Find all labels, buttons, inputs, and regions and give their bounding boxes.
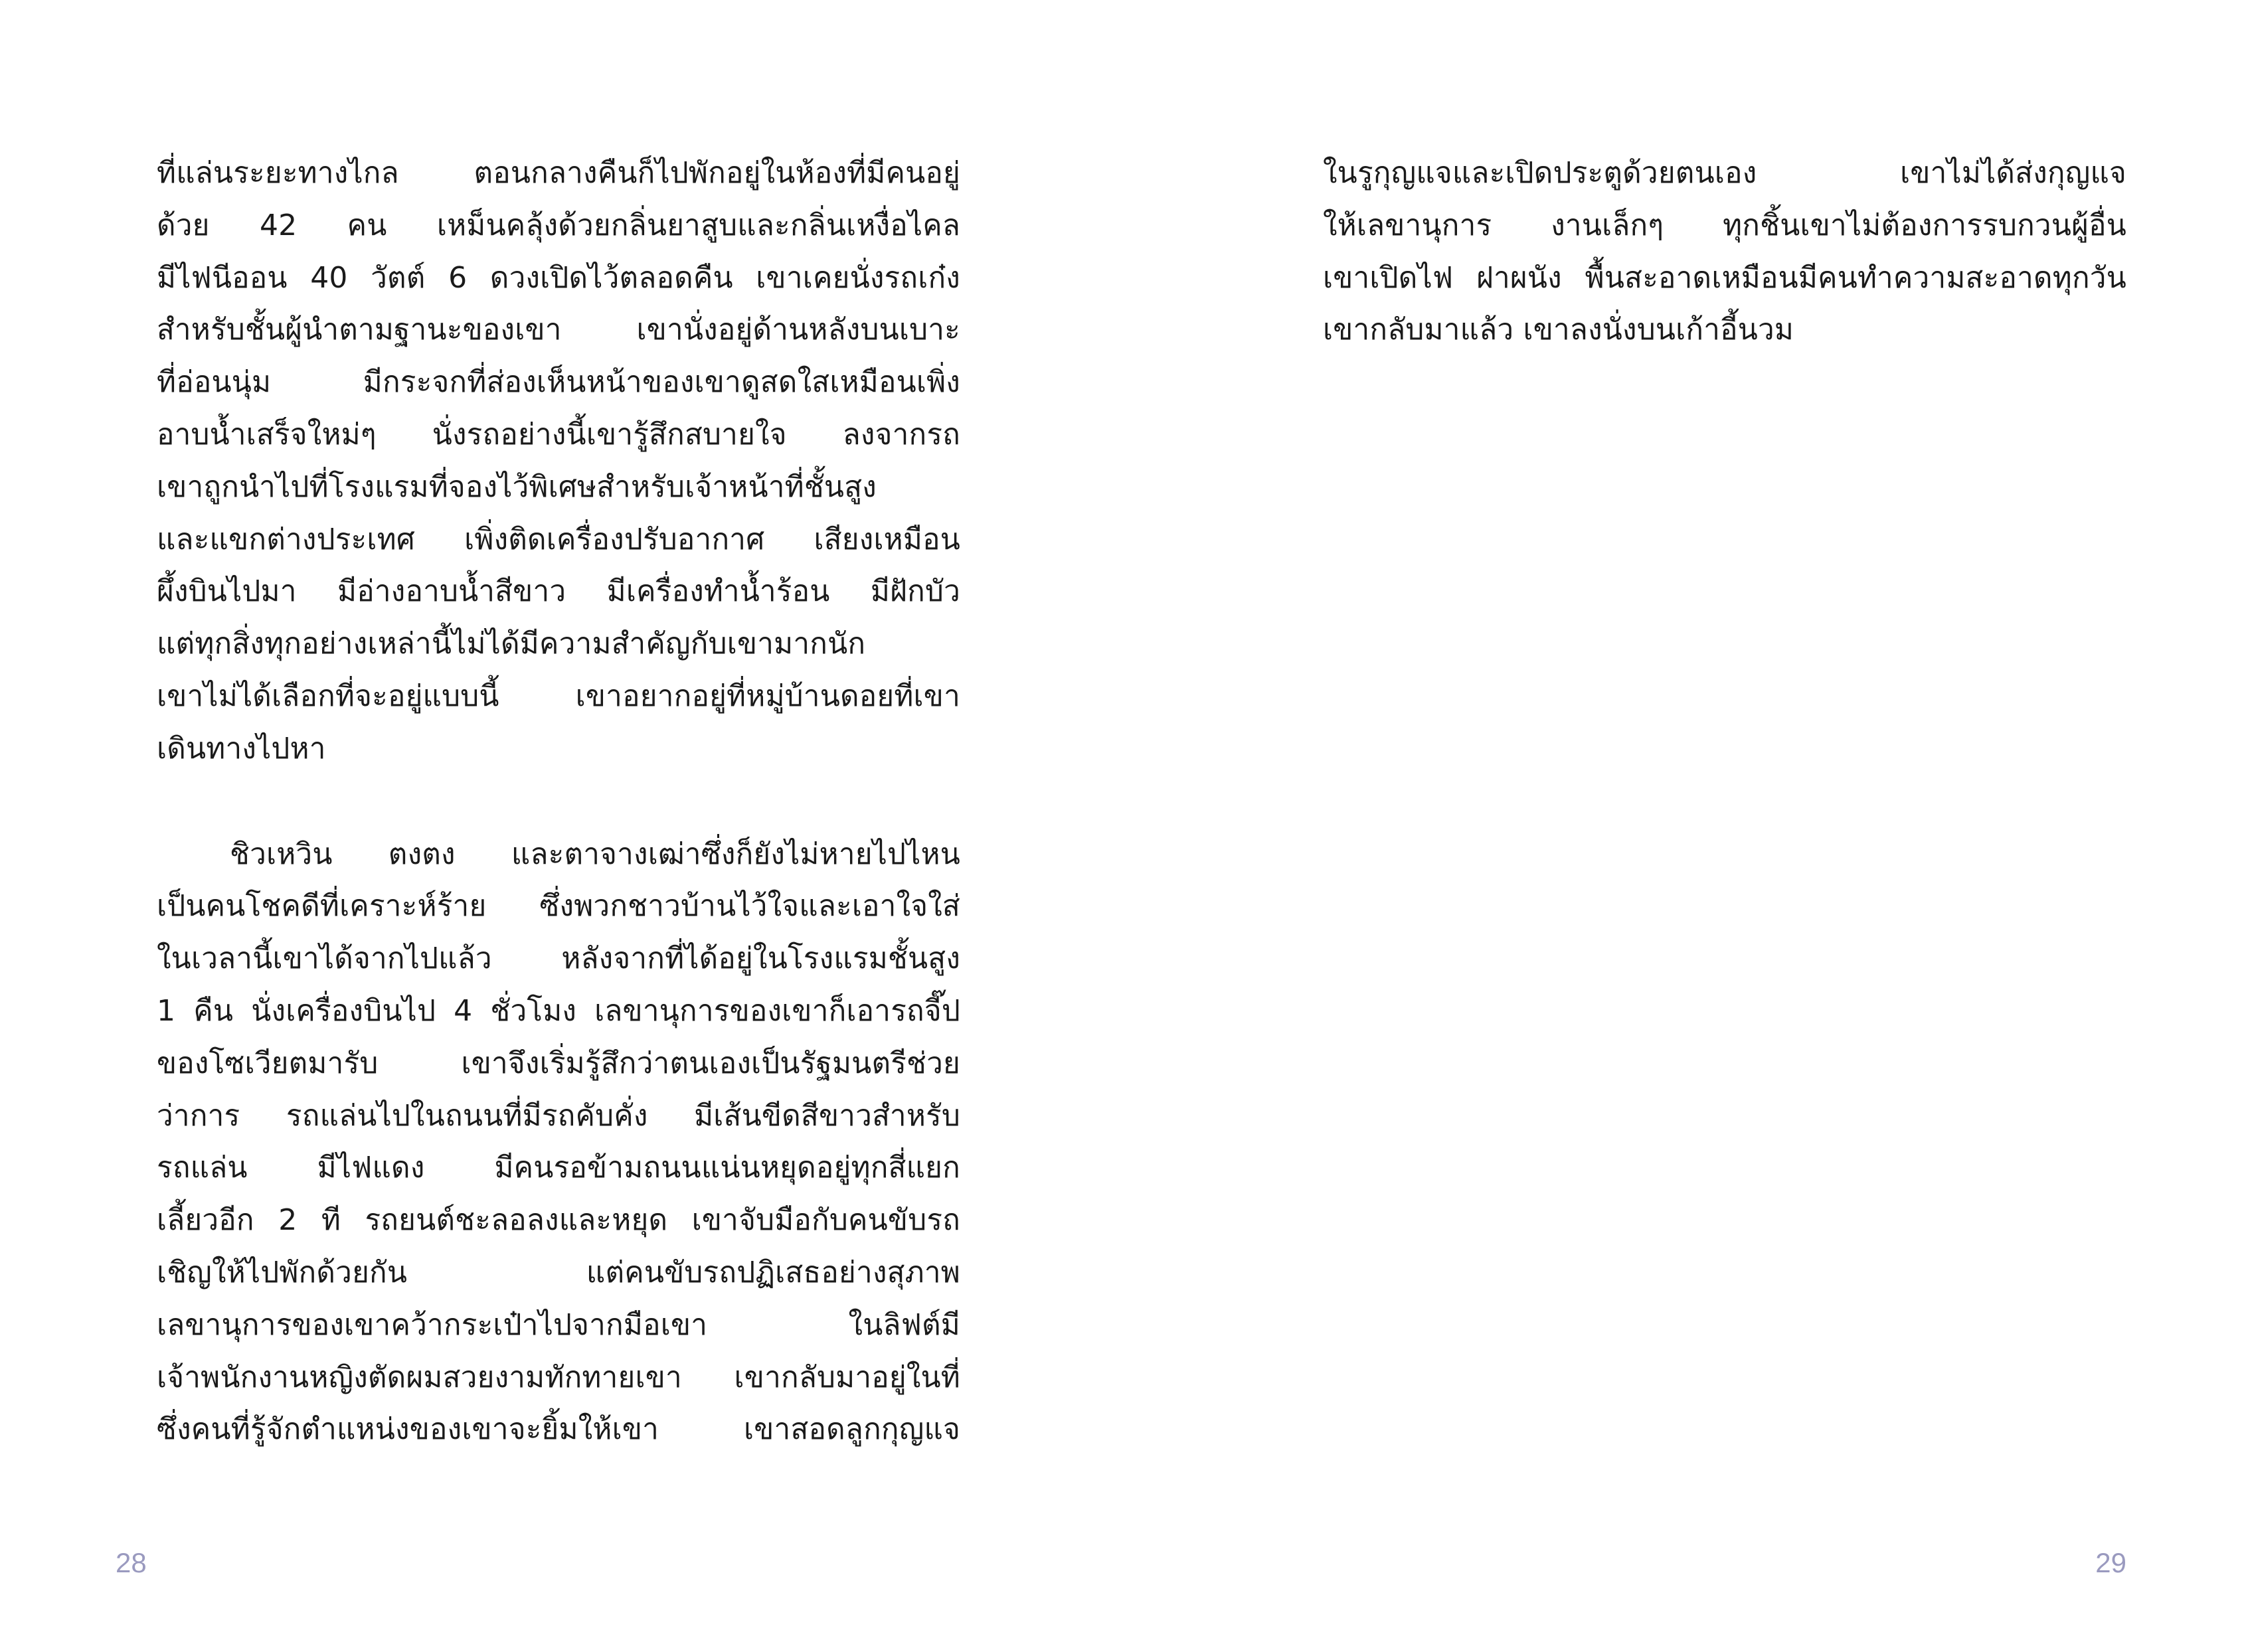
left-page-body [157,147,960,1456]
paragraph [1323,147,2126,357]
text-line: เลี้ยวอีก 2 ที รถยนต์ชะลอลงและหยุด เขาจับมือกับคนขับรถ [157,1203,960,1238]
text-line: อาบน้ำเสร็จใหม่ๆ นั่งรถอย่างนี้เขารู้สึกสบายใจ ลงจากรถ [157,417,960,452]
text-line: ที่อ่อนนุ่ม มีกระจกที่ส่องเห็นหน้าของเขาดูสดใสเหมือนเพิ่ง [157,365,960,400]
text-line: เป็นคนโชคดีที่เคราะห์ร้าย ซึ่งพวกชาวบ้านไว้ใจและเอาใจใส่ [157,889,960,924]
text-line: ในเวลานี้เขาได้จากไปแล้ว หลังจากที่ได้อยู่ในโรงแรมชั้นสูง [157,942,960,976]
text-line: เชิญให้ไปพักด้วยกัน แต่คนขับรถปฏิเสธอย่างสุภาพ [157,1255,960,1289]
text-line: 1 คืน นั่งเครื่องบินไป 4 ชั่วโมง เลขานุการของเขาก็เอารถจี๊ป [157,993,960,1028]
text-line: เขาถูกนำไปที่โรงแรมที่จองไว้พิเศษสำหรับเจ้าหน้าที่ชั้นสูง [157,469,877,504]
text-line: ในรูกุญแจและเปิดประตูด้วยตนเอง เขาไม่ได้ส่งกุญแจ [1323,156,2126,190]
text-line: สำหรับชั้นผู้นำตามฐานะของเขา เขานั่งอยู่ด้านหลังบนเบาะ [157,313,960,347]
text-line: ให้เลขานุการ งานเล็กๆ ทุกชิ้นเขาไม่ต้องการรบกวนผู้อื่น [1323,208,2126,242]
text-line: ผึ้งบินไปมา มีอ่างอาบน้ำสีขาว มีเครื่องทำน้ำร้อน มีฝักบัว [157,574,960,609]
paragraph-gap [157,776,960,829]
text-line: รถแล่น มีไฟแดง มีคนรอข้ามถนนแน่นหยุดอยู่ทุกสี่แยก [157,1151,960,1185]
text-line: เขากลับมาแล้ว เขาลงนั่งบนเก้าอี้นวม [1323,313,1794,347]
text-line: เดินทางไปหา [157,731,326,766]
right-page [1121,0,2242,1652]
text-line: ของโซเวียตมารับ เขาจึงเริ่มรู้สึกว่าตนเองเป็นรัฐมนตรีช่วย [157,1046,960,1080]
text-line: แต่ทุกสิ่งทุกอย่างเหล่านี้ไม่ได้มีความสำคัญกับเขามากนัก [157,627,866,661]
text-line: มีไฟนีออน 40 วัตต์ 6 ดวงเปิดไว้ตลอดคืน เขาเคยนั่งรถเก๋ง [157,260,960,295]
paragraph [157,829,960,1457]
text-line: เขาเปิดไฟ ฝาผนัง พื้นสะอาดเหมือนมีคนทำความสะอาดทุกวัน [1323,260,2126,295]
page-number: 28 [116,1547,147,1578]
text-line: เขาไม่ได้เลือกที่จะอยู่แบบนี้ เขาอยากอยู่ที่หมู่บ้านดอยที่เขา [157,679,960,713]
text-line: ชิวเหวิน ตงตง และตาจางเฒ่าซึ่งก็ยังไม่หายไปไหน [230,837,960,871]
page-number: 29 [2095,1547,2126,1578]
text-line: เจ้าพนักงานหญิงตัดผมสวยงามทักทายเขา เขากลับมาอยู่ในที่ [157,1360,960,1394]
paragraph [157,147,960,776]
right-page-body [1323,147,2126,357]
text-line: ซึ่งคนที่รู้จักตำแหน่งของเขาจะยิ้มให้เขา เขาสอดลูกกุญแจ [157,1412,960,1447]
text-line: เลขานุการของเขาคว้ากระเป๋าไปจากมือเขา ในลิฟต์มี [157,1307,960,1342]
text-line: และแขกต่างประเทศ เพิ่งติดเครื่องปรับอากาศ เสียงเหมือน [157,522,960,556]
text-line: ด้วย 42 คน เหม็นคลุ้งด้วยกลิ่นยาสูบและกลิ่นเหงื่อไคล [157,208,960,242]
text-line: ที่แล่นระยะทางไกล ตอนกลางคืนก็ไปพักอยู่ในห้องที่มีคนอยู่ [157,156,960,190]
text-line: ว่าการ รถแล่นไปในถนนที่มีรถคับคั่ง มีเส้นขีดสีขาวสำหรับ [157,1098,960,1133]
